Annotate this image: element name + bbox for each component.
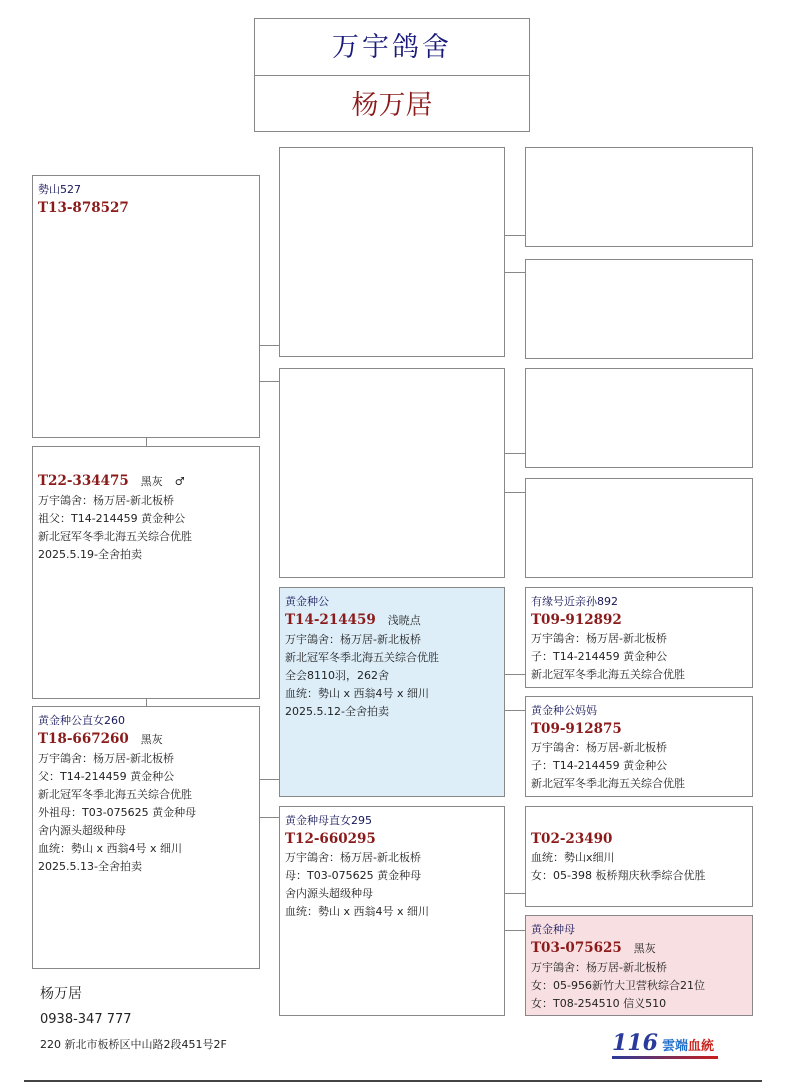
dsire-sire-ring: T09-912892: [531, 612, 622, 628]
dam-dam-line: 万宇鴿舍：杨万居-新北板桥: [285, 851, 421, 864]
connector: [504, 930, 525, 931]
connector: [146, 437, 147, 446]
dam-sire-ring: T14-214459: [285, 612, 376, 628]
subject-line: 2025.5.19-全舍拍卖: [38, 548, 142, 561]
dsire-dam-line: 万宇鴿舍：杨万居-新北板桥: [531, 741, 667, 754]
dam-line: 外祖母：T03-075625 黄金种母: [38, 806, 197, 819]
dam-dam-line: 舍内源头超级种母: [285, 887, 373, 900]
sire-dam-card[interactable]: [279, 368, 505, 578]
logo-underline: [612, 1056, 718, 1059]
connector: [146, 698, 147, 706]
dsire-dam-nickname: 黄金种公妈妈: [531, 704, 597, 717]
dsire-sire-line: 新北冠军冬季北海五关综合优胜: [531, 668, 685, 681]
ddam-dam-card[interactable]: [525, 915, 753, 1016]
contact-name: 杨万居: [40, 986, 82, 1002]
ddam-dam-line: 女：T08-254510 信义510: [531, 997, 667, 1010]
dam-dam-line: 血统：勢山 x 西翁4号 x 细川: [285, 905, 430, 918]
ddam-dam-color: 黑灰: [633, 942, 656, 955]
dam-sire-line: 新北冠军冬季北海五关综合优胜: [285, 651, 439, 664]
ddam-dam-ring-row: [531, 938, 752, 959]
cloud-pedigree-logo[interactable]: [612, 1030, 714, 1056]
dam-line: 舍内源头超级种母: [38, 824, 126, 837]
dam-sire-card[interactable]: [279, 587, 505, 797]
sire-nickname: 勢山527: [38, 183, 81, 196]
dam-sire-line: 2025.5.12-全舍拍卖: [285, 705, 389, 718]
dsire-sire-line: 子：T14-214459 黄金种公: [531, 650, 668, 663]
ss-sire-card[interactable]: [525, 147, 753, 247]
ddam-dam-ring: T03-075625: [531, 940, 622, 956]
dam-sire-ring-row: [285, 610, 504, 631]
sire-card[interactable]: [32, 175, 260, 438]
dam-ring-row: [38, 729, 259, 750]
contact-block: [40, 984, 227, 1054]
loft-name: 万宇鸽舍: [255, 19, 529, 76]
dam-line: 父：T14-214459 黄金种公: [38, 770, 175, 783]
connector: [259, 381, 279, 382]
dam-line: 2025.5.13-全舍拍卖: [38, 860, 142, 873]
dam-sire-line: 全会8110羽，262舍: [285, 669, 389, 682]
logo-number: 116: [612, 1030, 658, 1056]
ddam-sire-line: 血统：勢山x细川: [531, 851, 615, 864]
sd-sire-card[interactable]: [525, 368, 753, 468]
dam-card[interactable]: [32, 706, 260, 969]
connector: [504, 272, 525, 273]
connector: [504, 492, 525, 493]
ddam-dam-line: 万宇鴿舍：杨万居-新北板桥: [531, 961, 667, 974]
subject-ring: T22-334475: [38, 473, 129, 489]
dam-ring: T18-667260: [38, 731, 129, 747]
dsire-dam-line: 新北冠军冬季北海五关综合优胜: [531, 777, 685, 790]
subject-line: 祖父：T14-214459 黄金种公: [38, 512, 186, 525]
dsire-sire-nickname: 有缘号近亲孙892: [531, 595, 618, 608]
dsire-dam-line: 子：T14-214459 黄金种公: [531, 759, 668, 772]
male-sex-icon: ♂: [174, 475, 185, 488]
dam-line: 新北冠军冬季北海五关综合优胜: [38, 788, 192, 801]
logo-text-a: 雲端: [661, 1039, 688, 1054]
subject-color: 黑灰: [140, 475, 163, 488]
connector: [504, 710, 525, 711]
subject-line: 万宇鴿舍：杨万居-新北板桥: [38, 494, 174, 507]
sire-sire-card[interactable]: [279, 147, 505, 357]
ddam-sire-ring: T02-23490: [531, 831, 613, 847]
header-box: [254, 18, 530, 132]
dam-line: 万宇鴿舍：杨万居-新北板桥: [38, 752, 174, 765]
dsire-sire-card[interactable]: [525, 587, 753, 688]
connector: [259, 817, 279, 818]
ddam-dam-nickname: 黄金种母: [531, 923, 575, 936]
ddam-sire-line: 女：05-398 板桥翔庆秋季综合优胜: [531, 869, 706, 882]
dsire-dam-card[interactable]: [525, 696, 753, 797]
ddam-sire-card[interactable]: [525, 806, 753, 907]
sd-dam-card[interactable]: [525, 478, 753, 578]
connector: [504, 235, 525, 236]
dam-dam-line: 母：T03-075625 黄金种母: [285, 869, 422, 882]
contact-address: 220 新北市板桥区中山路2段451号2F: [40, 1038, 227, 1051]
dam-sire-line: 万宇鴿舍：杨万居-新北板桥: [285, 633, 421, 646]
ddam-dam-line: 女：05-956新竹大卫营秋综合21位: [531, 979, 705, 992]
dsire-dam-ring: T09-912875: [531, 721, 622, 737]
connector: [504, 893, 525, 894]
connector: [504, 453, 525, 454]
dam-dam-ring: T12-660295: [285, 831, 376, 847]
dam-sire-nickname: 黄金种公: [285, 595, 329, 608]
connector: [259, 779, 279, 780]
dsire-sire-line: 万宇鴿舍：杨万居-新北板桥: [531, 632, 667, 645]
subject-line: 新北冠军冬季北海五关综合优胜: [38, 530, 192, 543]
dam-sire-line: 血统：勢山 x 西翁4号 x 细川: [285, 687, 430, 700]
bottom-divider: [24, 1080, 762, 1082]
dam-line: 血统：勢山 x 西翁4号 x 细川: [38, 842, 183, 855]
connector: [259, 345, 279, 346]
contact-phone: 0938-347 777: [40, 1012, 132, 1027]
ss-dam-card[interactable]: [525, 259, 753, 359]
dam-sire-color: 浅暁点: [387, 614, 421, 627]
dam-nickname: 黄金种公直女260: [38, 714, 125, 727]
dam-dam-card[interactable]: [279, 806, 505, 1016]
owner-name: 杨万居: [351, 90, 433, 121]
dam-dam-nickname: 黄金种母直女295: [285, 814, 372, 827]
subject-ring-row: [38, 471, 259, 492]
connector: [504, 674, 525, 675]
subject-card[interactable]: [32, 446, 260, 699]
logo-text-b: 血統: [687, 1039, 714, 1054]
dam-color: 黑灰: [140, 733, 163, 746]
sire-ring: T13-878527: [38, 200, 129, 216]
